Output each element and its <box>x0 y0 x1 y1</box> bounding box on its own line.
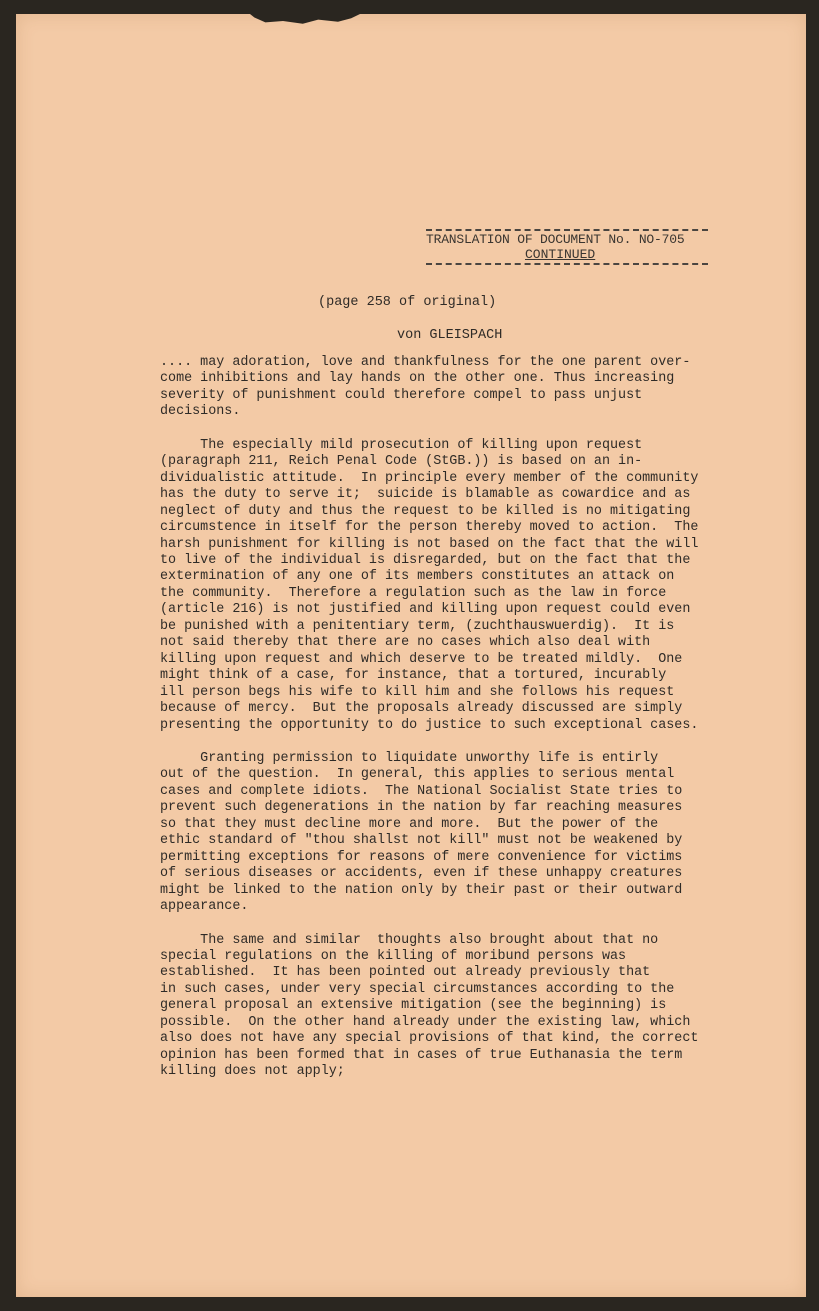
text-line: killing upon request and which deserve to be treated mildly. One <box>160 651 683 667</box>
text-line: decisions. <box>160 404 241 420</box>
text-line: neglect of duty and thus the request to be killed is no mitigating <box>160 503 691 519</box>
paragraph <box>160 355 740 421</box>
text-line: severity of punishment could therefore compel to pass unjust <box>160 387 643 403</box>
text-line: out of the question. In general, this applies to serious mental <box>160 767 675 783</box>
text-line: extermination of any one of its members constitutes an attack on <box>160 569 675 585</box>
heading-rule-top <box>426 229 708 231</box>
text-line: ill person begs his wife to kill him and she follows his request <box>160 684 675 700</box>
text-line: be punished with a penitentiary term, (zuchthauswuerdig). It is <box>160 618 675 634</box>
text-line: Granting permission to liquidate unworthy life is entirly <box>160 750 659 766</box>
text-line: come inhibitions and lay hands on the other one. Thus increasing <box>160 371 675 387</box>
text-line: not said thereby that there are no cases which also deal with <box>160 635 651 651</box>
text-line: appearance. <box>160 899 249 915</box>
text-line: The same and similar thoughts also brought about that no <box>160 932 659 948</box>
text-line: circumstence in itself for the person thereby moved to action. The <box>160 520 699 536</box>
text-line: presenting the opportunity to do justice to such exceptional cases. <box>160 717 699 733</box>
text-line: also does not have any special provisions of that kind, the correct <box>160 1031 699 1047</box>
paragraph <box>160 933 740 1081</box>
text-line: might think of a case, for instance, that a tortured, incurably <box>160 668 667 684</box>
text-line: opinion has been formed that in cases of true Euthanasia the term <box>160 1047 683 1063</box>
text-line: cases and complete idiots. The National Socialist State tries to <box>160 783 683 799</box>
author-name: von GLEISPACH <box>397 328 503 343</box>
document-body <box>160 355 740 1098</box>
text-line: has the duty to serve it; suicide is blamable as cowardice and as <box>160 487 691 503</box>
text-line: general proposal an extensive mitigation (see the beginning) is <box>160 998 667 1014</box>
text-line: harsh punishment for killing is not based on the fact that the will <box>160 536 699 552</box>
text-line: killing does not apply; <box>160 1064 345 1080</box>
text-line: possible. On the other hand already under the existing law, which <box>160 1014 691 1030</box>
heading-continued: CONTINUED <box>525 247 596 262</box>
text-line: The especially mild prosecution of killing upon request <box>160 437 643 453</box>
text-line: (paragraph 211, Reich Penal Code (StGB.)) is based on an in- <box>160 454 643 470</box>
page-reference: (page 258 of original) <box>318 295 497 310</box>
heading-rule-bottom <box>426 263 708 265</box>
text-line: prevent such degenerations in the nation by far reaching measures <box>160 800 683 816</box>
text-line: .... may adoration, love and thankfulness for the one parent over- <box>160 355 691 370</box>
text-line: ethic standard of "thou shallst not kill" must not be weakened by <box>160 833 683 849</box>
paragraph <box>160 751 740 916</box>
text-line: established. It has been pointed out already previously that <box>160 965 651 981</box>
document-heading <box>426 229 716 265</box>
text-line: permitting exceptions for reasons of mere convenience for victims <box>160 849 683 865</box>
heading-title: TRANSLATION OF DOCUMENT No. NO-705 <box>426 232 685 247</box>
text-line: in such cases, under very special circumstances according to the <box>160 981 675 997</box>
text-line: of serious diseases or accidents, even if these unhappy creatures <box>160 866 683 882</box>
text-line: (article 216) is not justified and killing upon request could even <box>160 602 691 618</box>
text-line: because of mercy. But the proposals already discussed are simply <box>160 701 683 717</box>
text-line: the community. Therefore a regulation such as the law in force <box>160 585 667 601</box>
text-line: to live of the individual is disregarded, but on the fact that the <box>160 552 691 568</box>
text-line: dividualistic attitude. In principle every member of the community <box>160 470 699 486</box>
text-line: so that they must decline more and more. But the power of the <box>160 816 659 832</box>
text-line: might be linked to the nation only by their past or their outward <box>160 882 683 898</box>
paragraph <box>160 438 740 734</box>
text-line: special regulations on the killing of moribund persons was <box>160 948 627 964</box>
